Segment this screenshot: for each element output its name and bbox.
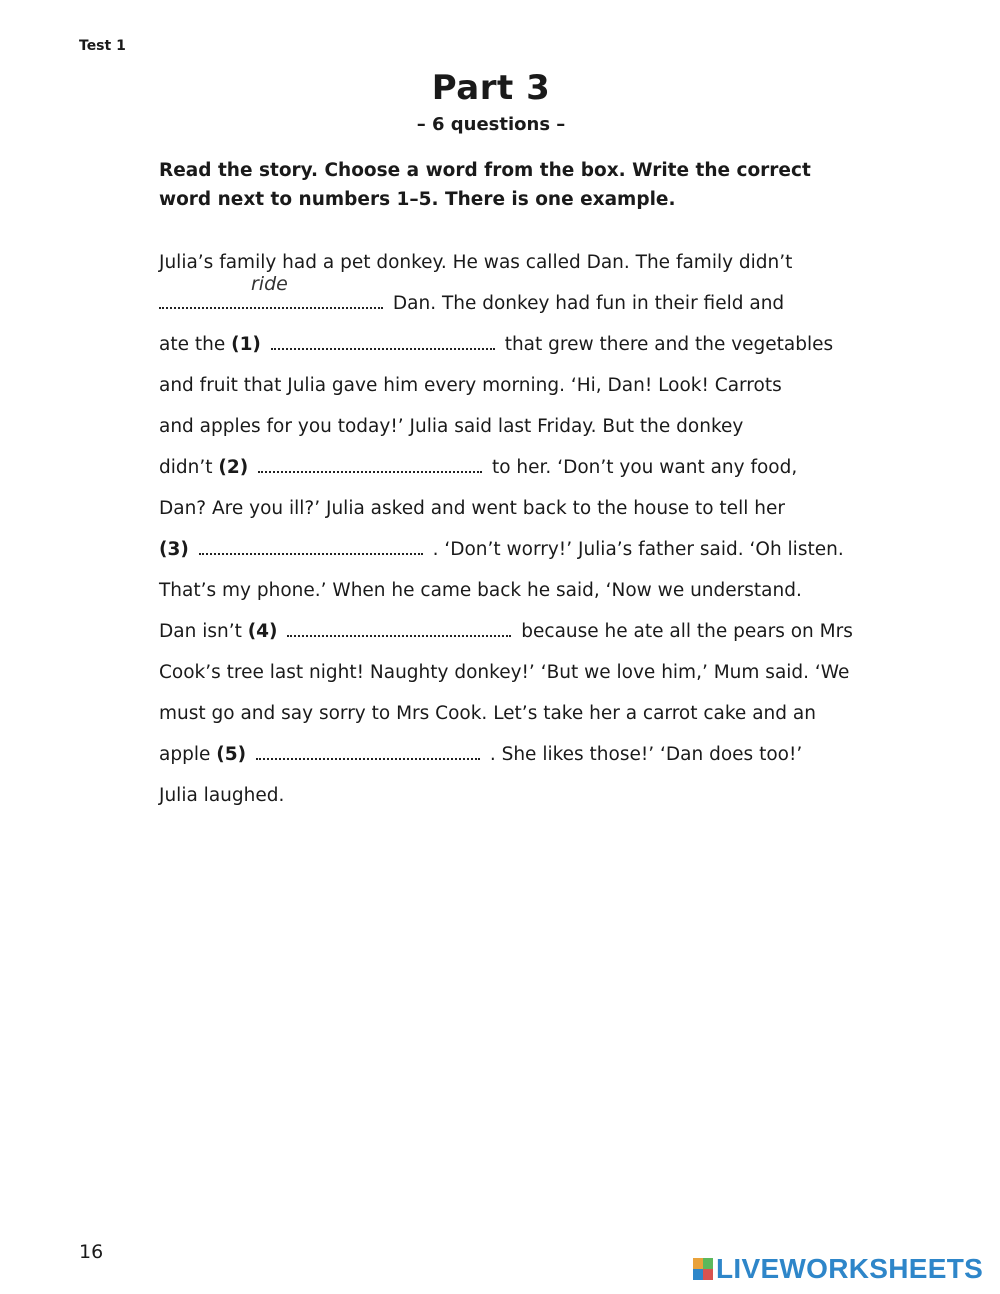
story-text-segment: that grew there and the vegetables — [504, 334, 834, 355]
story-line: Cook’s tree last night! Naughty donkey!’ ‘But we love him,’ Mum said. ‘We — [159, 662, 850, 683]
question-number-5: (5) — [216, 744, 247, 765]
story-line: and fruit that Julia gave him every morning. ‘Hi, Dan! Look! Carrots — [159, 375, 782, 396]
story-line — [159, 324, 839, 365]
answer-blank-5[interactable] — [256, 740, 480, 760]
question-number-1: (1) — [231, 334, 261, 355]
story-line: Julia’s family had a pet donkey. He was called Dan. The family didn’t — [159, 252, 793, 273]
example-blank — [159, 273, 383, 309]
answer-blank-3[interactable] — [199, 535, 423, 555]
story-text-segment: . ‘Don’t worry!’ Julia’s father said. ‘Oh listen. — [432, 539, 844, 560]
story-text-segment: Dan. The donkey had fun in their field and — [392, 293, 785, 314]
question-number-2: (2) — [218, 457, 249, 478]
story-text — [159, 242, 853, 816]
story-line: Julia laughed. — [159, 785, 285, 806]
story-text-segment: didn’t — [159, 457, 213, 478]
story-line: That’s my phone.’ When he came back he said, ‘Now we understand. — [159, 580, 802, 601]
story-line — [159, 447, 839, 488]
story-line — [159, 611, 853, 652]
test-label: Test 1 — [79, 38, 126, 54]
example-answer: ride — [251, 273, 288, 295]
page-title: Part 3 — [431, 68, 551, 108]
logo-icon — [693, 1258, 713, 1280]
story-line — [159, 273, 839, 324]
question-count: – 6 questions – — [416, 114, 566, 135]
story-text-segment: apple — [159, 744, 211, 765]
instructions — [159, 156, 819, 214]
question-number-4: (4) — [247, 621, 278, 642]
page-number: 16 — [79, 1241, 104, 1263]
story-text-segment: to her. ‘Don’t you want any food, — [491, 457, 798, 478]
story-text-segment: ate the — [159, 334, 226, 355]
story-line: must go and say sorry to Mrs Cook. Let’s take her a carrot cake and an — [159, 703, 816, 724]
instructions-line-1: Read the story. Choose a word from the box. Write the correct — [159, 160, 811, 181]
instructions-line-2: word next to numbers 1–5. There is one example. — [159, 189, 676, 210]
story-line: Dan? Are you ill?’ Julia asked and went back to the house to tell her — [159, 498, 785, 519]
story-line — [159, 734, 839, 775]
story-text-segment: Dan isn’t — [159, 621, 242, 642]
answer-blank-2[interactable] — [258, 453, 482, 473]
answer-blank-1[interactable] — [271, 330, 495, 350]
story-line — [159, 529, 844, 570]
question-number-3: (3) — [159, 539, 189, 560]
logo-text: LIVEWORKSHEETS — [716, 1253, 984, 1284]
liveworksheets-logo — [693, 1254, 983, 1284]
answer-blank-4[interactable] — [287, 617, 511, 637]
story-text-segment: . She likes those!’ ‘Dan does too!’ — [489, 744, 803, 765]
story-text-segment: because he ate all the pears on Mrs — [521, 621, 853, 642]
story-line: and apples for you today!’ Julia said last Friday. But the donkey — [159, 416, 744, 437]
